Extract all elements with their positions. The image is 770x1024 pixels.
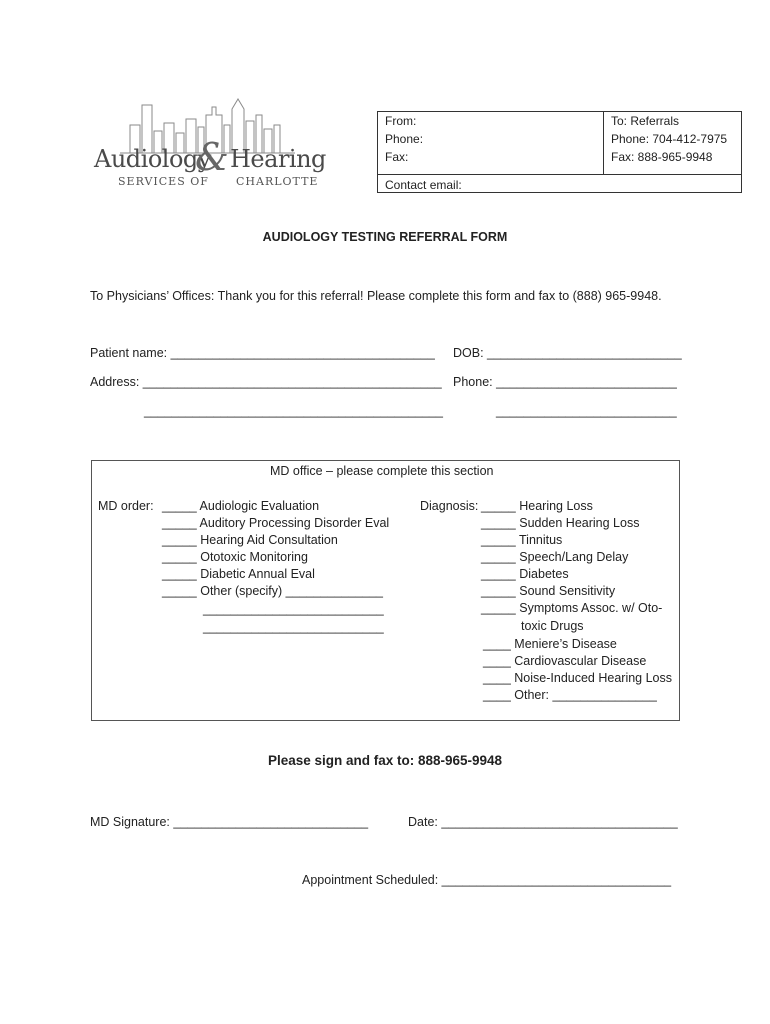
order-ototoxic-monitoring[interactable]: _____ Ototoxic Monitoring xyxy=(162,550,308,564)
diagnosis-label: Diagnosis: xyxy=(420,499,479,513)
diagnosis-noise-induced-hearing-loss[interactable]: ____ Noise-Induced Hearing Loss xyxy=(483,671,673,685)
md-signature-field[interactable]: MD Signature: ____________________________ xyxy=(90,815,369,829)
to-referrals: To: Referrals xyxy=(611,114,680,128)
md-order-label: MD order: xyxy=(98,499,154,513)
diagnosis-other[interactable]: ____ Other: _______________ xyxy=(483,688,657,702)
logo-ampersand: & xyxy=(195,135,229,179)
company-logo xyxy=(90,95,330,195)
diagnosis-ototoxic-symptoms[interactable]: _____ Symptoms Assoc. w/ Oto- xyxy=(481,601,663,615)
contact-email-field[interactable]: Contact email: xyxy=(385,178,462,192)
to-fax: Fax: 888-965-9948 xyxy=(611,150,713,164)
table-divider xyxy=(603,112,604,174)
md-section-heading: MD office – please complete this section xyxy=(270,464,494,478)
diagnosis-speech-lang-delay[interactable]: _____ Speech/Lang Delay xyxy=(481,550,629,564)
diagnosis-hearing-loss[interactable]: _____ Hearing Loss xyxy=(481,499,593,513)
address-field[interactable]: Address: ___________________________________________ xyxy=(90,375,442,389)
order-hearing-aid-consultation[interactable]: _____ Hearing Aid Consultation xyxy=(162,533,338,547)
sign-and-fax-instruction: Please sign and fax to: 888-965-9948 xyxy=(267,753,503,768)
diagnosis-menieres-disease[interactable]: ____ Meniere’s Disease xyxy=(483,637,617,651)
appointment-scheduled-field[interactable]: Appointment Scheduled: _________________________________ xyxy=(302,873,672,887)
diagnosis-sudden-hearing-loss[interactable]: _____ Sudden Hearing Loss xyxy=(481,516,640,530)
order-other-line[interactable]: __________________________ xyxy=(203,620,384,634)
logo-sub-services: SERVICES OF xyxy=(118,175,209,188)
order-auditory-processing[interactable]: _____ Auditory Processing Disorder Eval xyxy=(162,516,390,530)
phone-line-2-field[interactable]: __________________________ xyxy=(496,404,677,418)
order-diabetic-annual-eval[interactable]: _____ Diabetic Annual Eval xyxy=(162,567,315,581)
instructions-text: To Physicians’ Offices: Thank you for this referral! Please complete this form and fax to (888) 965-9948. xyxy=(90,289,662,303)
to-phone: Phone: 704-412-7975 xyxy=(611,132,728,146)
order-other-line[interactable]: __________________________ xyxy=(203,602,384,616)
order-audiologic-evaluation[interactable]: _____ Audiologic Evaluation xyxy=(162,499,320,513)
date-field[interactable]: Date: __________________________________ xyxy=(408,815,678,829)
md-office-section xyxy=(91,460,680,721)
phone-field[interactable]: Phone: xyxy=(385,132,424,146)
patient-name-field[interactable]: Patient name: ______________________________________ xyxy=(90,346,435,360)
from-field[interactable]: From: xyxy=(385,114,417,128)
contact-table xyxy=(377,111,742,193)
address-line-2-field[interactable]: ___________________________________________ xyxy=(144,404,443,418)
logo-word-audiology: Audiology xyxy=(94,145,211,173)
fax-field[interactable]: Fax: xyxy=(385,150,409,164)
diagnosis-diabetes[interactable]: _____ Diabetes xyxy=(481,567,569,581)
logo-word-hearing: Hearing xyxy=(230,145,326,173)
order-other-specify[interactable]: _____ Other (specify) ______________ xyxy=(162,584,383,598)
table-divider xyxy=(378,174,741,175)
diagnosis-tinnitus[interactable]: _____ Tinnitus xyxy=(481,533,563,547)
form-title: AUDIOLOGY TESTING REFERRAL FORM xyxy=(262,230,508,244)
dob-field[interactable]: DOB: ____________________________ xyxy=(453,346,682,360)
phone-field[interactable]: Phone: __________________________ xyxy=(453,375,677,389)
diagnosis-sound-sensitivity[interactable]: _____ Sound Sensitivity xyxy=(481,584,616,598)
diagnosis-cardiovascular-disease[interactable]: ____ Cardiovascular Disease xyxy=(483,654,647,668)
diagnosis-ototoxic-symptoms-cont: toxic Drugs xyxy=(521,619,584,633)
logo-sub-charlotte: CHARLOTTE xyxy=(236,175,319,188)
